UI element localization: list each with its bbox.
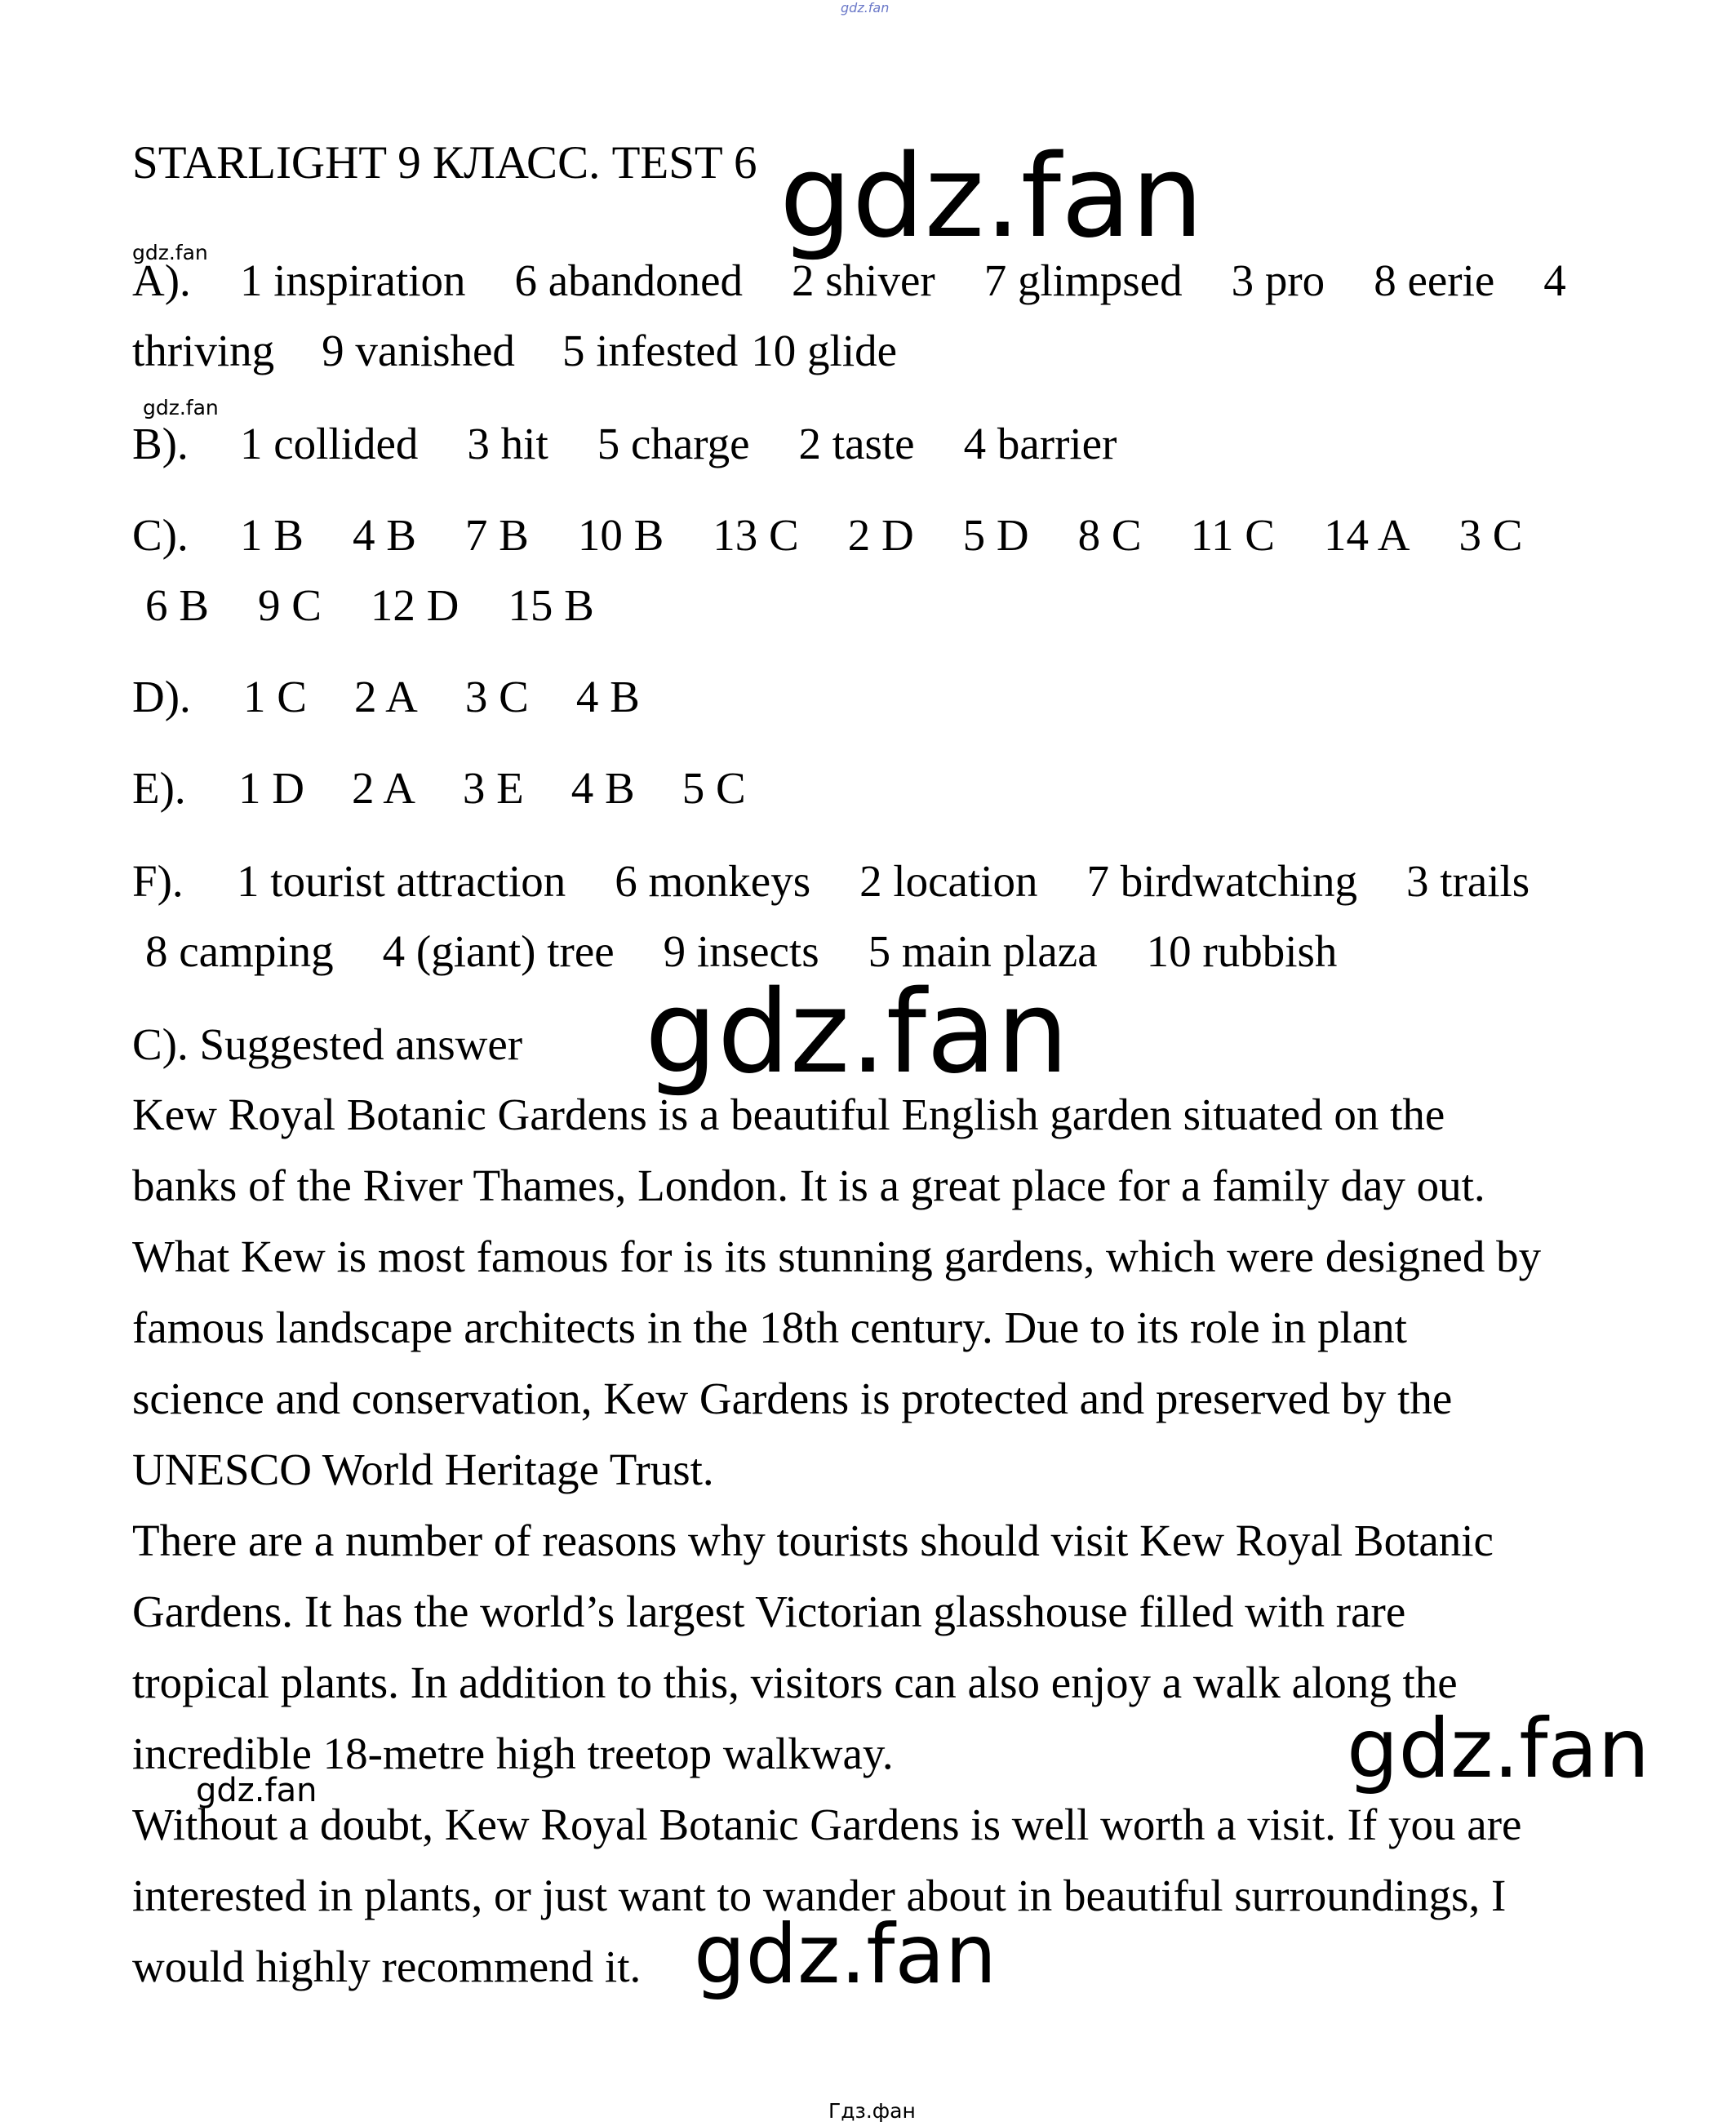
answer-item: 1 inspiration	[240, 255, 466, 305]
answer-item: 5 charge	[597, 419, 750, 468]
answer-item: 3 trails	[1405, 856, 1530, 906]
answer-item: 3 hit	[467, 419, 548, 468]
watermark-small: gdz.fan	[132, 241, 208, 264]
answer-item: 10 rubbish	[1146, 926, 1338, 976]
answer-item: 5 C	[682, 763, 746, 813]
answer-item: 4 B	[575, 672, 640, 721]
answer-item: 15 B	[508, 580, 594, 630]
answer-item: 6 B	[145, 580, 209, 630]
answer-item: 3 C	[1459, 510, 1523, 560]
section-c-line-1	[132, 499, 1522, 571]
answer-item: 8 C	[1077, 510, 1142, 560]
answer-item: 2 taste	[798, 419, 915, 468]
essay-line: incredible 18-metre high treetop walkway.	[132, 1729, 894, 1778]
answer-item: 2 A	[353, 672, 418, 721]
answer-item: 1 collided	[240, 419, 419, 468]
section-f-label: F).	[132, 856, 184, 906]
essay-line: famous landscape architects in the 18th century. Due to its role in plant	[132, 1303, 1407, 1352]
answer-item: 1 tourist attraction	[237, 856, 566, 906]
essay-line: UNESCO World Heritage Trust.	[132, 1445, 714, 1494]
answer-item: 8 eerie	[1374, 255, 1495, 305]
essay-line: would highly recommend it.	[132, 1942, 642, 1991]
section-a-label: A).	[132, 255, 191, 305]
watermark-small: gdz.fan	[196, 1772, 317, 1809]
answer-item: 1 D	[238, 763, 304, 813]
section-c-line-2	[145, 570, 594, 641]
answer-item: 3 pro	[1231, 255, 1325, 305]
answer-item: 4 B	[571, 763, 635, 813]
section-d-line	[132, 661, 640, 733]
answer-item: 11 C	[1190, 510, 1275, 560]
answer-item: 6 monkeys	[615, 856, 811, 906]
answer-item: 5 main plaza	[868, 926, 1098, 976]
answer-item: 7 B	[464, 510, 529, 560]
section-f-line-1	[132, 846, 1530, 917]
essay-line: What Kew is most famous for is its stunning gardens, which were designed by	[132, 1232, 1542, 1281]
answer-item: 14 A	[1324, 510, 1410, 560]
answer-item: 2 location	[859, 856, 1038, 906]
answer-item: thriving	[132, 326, 275, 375]
answer-item: 4	[1543, 255, 1566, 305]
essay-line: Without a doubt, Kew Royal Botanic Gardens is well worth a visit. If you are	[132, 1800, 1522, 1849]
essay-line: tropical plants. In addition to this, visitors can also enjoy a walk along the	[132, 1658, 1458, 1707]
watermark-small: gdz.fan	[143, 396, 219, 419]
footer-watermark: Гдз.фан	[828, 2099, 916, 2123]
answer-item: 8 camping	[145, 926, 334, 976]
answer-item: 3 E	[462, 763, 524, 813]
answer-item: 9 C	[257, 580, 322, 630]
answer-item: 10 glide	[751, 326, 898, 375]
answer-item: 7 glimpsed	[983, 255, 1183, 305]
answer-item: 3 C	[464, 672, 529, 721]
answer-item: 9 vanished	[322, 326, 515, 375]
answer-item: 12 D	[370, 580, 460, 630]
section-a-line-2	[132, 315, 897, 387]
answer-item: 6 abandoned	[514, 255, 744, 305]
answer-item: 10 B	[577, 510, 664, 560]
page-title: STARLIGHT 9 КЛАСС. TEST 6	[132, 137, 757, 189]
section-b-line	[132, 408, 1117, 480]
answer-item: 1 B	[240, 510, 304, 560]
essay-line: Gardens. It has the world’s largest Victorian glasshouse filled with rare	[132, 1587, 1406, 1636]
answer-item: 2 A	[351, 763, 415, 813]
answer-item: 5 infested	[562, 326, 739, 375]
watermark-large: gdz.fan	[1347, 1701, 1650, 1796]
answer-item: 1 C	[243, 672, 307, 721]
watermark-large: gdz.fan	[694, 1906, 997, 2002]
answer-item: 4 barrier	[963, 419, 1117, 468]
essay-line: There are a number of reasons why tourists should visit Kew Royal Botanic	[132, 1516, 1494, 1565]
essay-line: Kew Royal Botanic Gardens is a beautiful English garden situated on the	[132, 1090, 1445, 1139]
answer-item: 9 insects	[663, 926, 819, 976]
section-b-label: B).	[132, 419, 189, 468]
essay-heading: C). Suggested answer	[132, 1019, 523, 1069]
section-d-label: D).	[132, 672, 191, 721]
section-c-label: C).	[132, 510, 189, 560]
watermark-large: gdz.fan	[779, 131, 1204, 264]
answer-item: 5 D	[962, 510, 1029, 560]
answer-item: 4 B	[352, 510, 416, 560]
answer-item: 4 (giant) tree	[382, 926, 615, 976]
answer-item: 2 shiver	[792, 255, 935, 305]
essay-line: science and conservation, Kew Gardens is protected and preserved by the	[132, 1374, 1453, 1423]
answer-item: 7 birdwatching	[1086, 856, 1357, 906]
section-e-line	[132, 752, 746, 824]
essay-line: banks of the River Thames, London. It is a great place for a family day out.	[132, 1161, 1485, 1210]
answer-item: 2 D	[847, 510, 914, 560]
watermark-large: gdz.fan	[645, 966, 1069, 1099]
essay-line: interested in plants, or just want to wander about in beautiful surroundings, I	[132, 1871, 1507, 1920]
watermark-top: gdz.fan	[841, 0, 890, 16]
answer-item: 13 C	[713, 510, 799, 560]
section-e-label: E).	[132, 763, 186, 813]
